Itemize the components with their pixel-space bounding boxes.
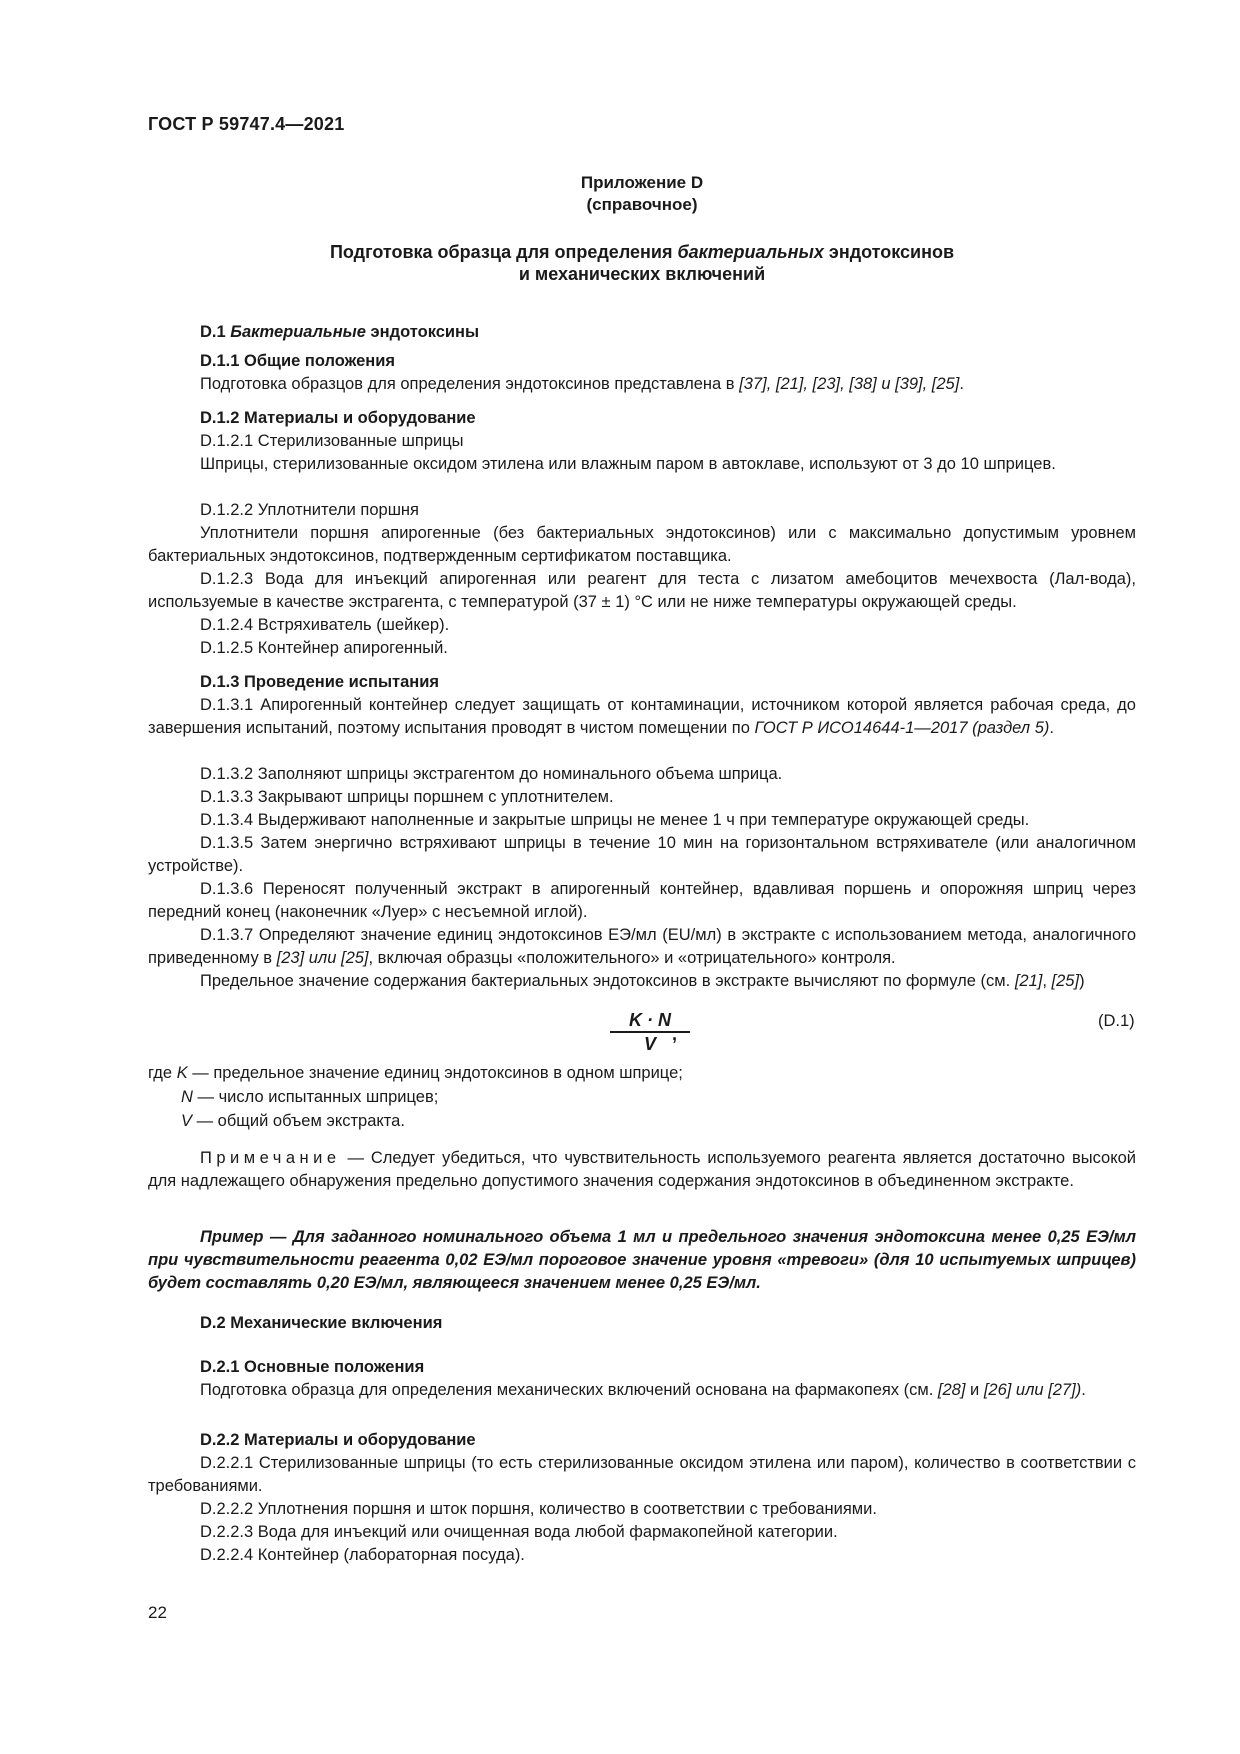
section-d2-heading: D.2 Механические включения — [200, 1314, 443, 1332]
paragraph: D.1.3.7 Определяют значение единиц эндотоксинов ЕЭ/мл (EU/мл) в экстракте с использованием метода, аналогичного приведенному в [23] или [25], включая образцы «положительного» и «отрицательного» контроля. — [148, 926, 1136, 967]
paragraph: D.1.3.3 Закрывают шприцы поршнем с уплотнителем. — [200, 788, 614, 806]
formula-comma: , — [672, 1024, 678, 1044]
paragraph: D.1.2.5 Контейнер апирогенный. — [200, 639, 448, 657]
paragraph: D.1.2.3 Вода для инъекций апирогенная или реагент для теста с лизатом амебоцитов мечехвоста (Лал-вода), используемые в качестве экстрагента, с температурой (37 ± 1) °С или не ниже температуры окружающей среды. — [148, 570, 1136, 611]
paragraph: D.1.2.2 Уплотнители поршня — [200, 501, 419, 519]
paragraph: D.2.2.2 Уплотнения поршня и шток поршня, количество в соответствии с требованиями. — [200, 1500, 877, 1518]
paragraph: D.2.2.3 Вода для инъекций или очищенная вода любой фармакопейной категории. — [200, 1523, 838, 1541]
paragraph: D.2.2.1 Стерилизованные шприцы (то есть стерилизованные оксидом этилена или паром), количество в соответствии с требованиями. — [148, 1454, 1136, 1495]
equation-number: (D.1) — [1098, 1012, 1135, 1030]
standard-header: ГОСТ Р 59747.4—2021 — [148, 114, 345, 134]
paragraph: D.1.3.1 Апирогенный контейнер следует защищать от контаминации, источником которой является рабочая среда, до завершения испытаний, поэтому испытания проводят в чистом помещении по ГОСТ Р ИСО14644-1—2017 (раздел 5). — [148, 696, 1136, 737]
example: Пример — Для заданного номинального объема 1 мл и предельного значения эндотоксина менее 0,25 ЕЭ/мл при чувствительности реагента 0,02 ЕЭ/мл пороговое значение уровня «тревоги» (для 10 испытуемых шприцев) будет составлять 0,20 ЕЭ/мл, являющееся значением менее 0,25 ЕЭ/мл. — [148, 1228, 1136, 1292]
section-d1-heading: D.1 Бактериальные эндотоксины — [200, 323, 480, 341]
page-number: 22 — [148, 1603, 167, 1622]
note-label: Примечание — [200, 1149, 341, 1167]
paragraph: Уплотнители поршня апирогенные (без бактериальных эндотоксинов) или с максимально допустимым уровнем бактериальных эндотоксинов, подтвержденным сертификатом поставщика. — [148, 524, 1136, 565]
section-d12-heading: D.1.2 Материалы и оборудование — [200, 409, 476, 427]
paragraph: D.1.3.4 Выдерживают наполненные и закрытые шприцы не менее 1 ч при температуре окружающей среды. — [200, 811, 1030, 829]
where-n: N — число испытанных шприцев; — [181, 1088, 439, 1106]
section-d22-heading: D.2.2 Материалы и оборудование — [200, 1431, 476, 1449]
note: Примечание — Следует убедиться, что чувствительность используемого реагента является достаточно высокой для надлежащего обнаружения предельно допустимого значения содержания эндотоксинов в объединенном экстракте. — [148, 1149, 1136, 1190]
section-d13-heading: D.1.3 Проведение испытания — [200, 673, 440, 691]
annex-title: Приложение D — [580, 173, 704, 192]
section-d21-heading: D.2.1 Основные положения — [200, 1358, 425, 1376]
formula-denominator: V — [643, 1034, 656, 1054]
paragraph: Шприцы, стерилизованные оксидом этилена или влажным паром в автоклаве, используют от 3 до 10 шприцев. — [200, 455, 1056, 473]
paragraph: Подготовка образца для определения механических включений основана на фармакопеях (см. [28] и [26] или [27]). — [200, 1381, 1086, 1399]
annex-heading: Подготовка образца для определения бактериальных эндотоксинов — [329, 242, 955, 262]
paragraph: D.1.3.6 Переносят полученный экстракт в апирогенный контейнер, вдавливая поршень и опорожняя шприц через передний конец (наконечник «Луер» с несъемной иглой). — [148, 880, 1136, 921]
section-d11-text: Подготовка образцов для определения эндотоксинов представлена в [37], [21], [23], [38] и [39], [25]. — [200, 375, 964, 393]
paragraph: D.2.2.4 Контейнер (лабораторная посуда). — [200, 1546, 525, 1564]
paragraph: D.1.2.4 Встряхиватель (шейкер). — [200, 616, 450, 634]
where-v: V — общий объем экстракта. — [181, 1112, 405, 1130]
section-d11-heading: D.1.1 Общие положения — [200, 352, 396, 370]
annex-heading-line2: и механических включений — [518, 264, 766, 284]
paragraph: Предельное значение содержания бактериальных эндотоксинов в экстракте вычисляют по формуле (см. [21], [25]) — [200, 972, 1085, 990]
paragraph: D.1.3.5 Затем энергично встряхивают шприцы в течение 10 мин на горизонтальном встряхивателе (или аналогичном устройстве). — [148, 834, 1136, 875]
paragraph: D.1.2.1 Стерилизованные шприцы — [200, 432, 464, 450]
formula-d1 — [610, 1010, 690, 1054]
annex-subtitle: (справочное) — [586, 195, 698, 214]
formula-numerator: K · N — [610, 1010, 690, 1033]
paragraph: D.1.3.2 Заполняют шприцы экстрагентом до номинального объема шприца. — [200, 765, 783, 783]
where-k: где K — предельное значение единиц эндотоксинов в одном шприце; — [148, 1064, 683, 1082]
